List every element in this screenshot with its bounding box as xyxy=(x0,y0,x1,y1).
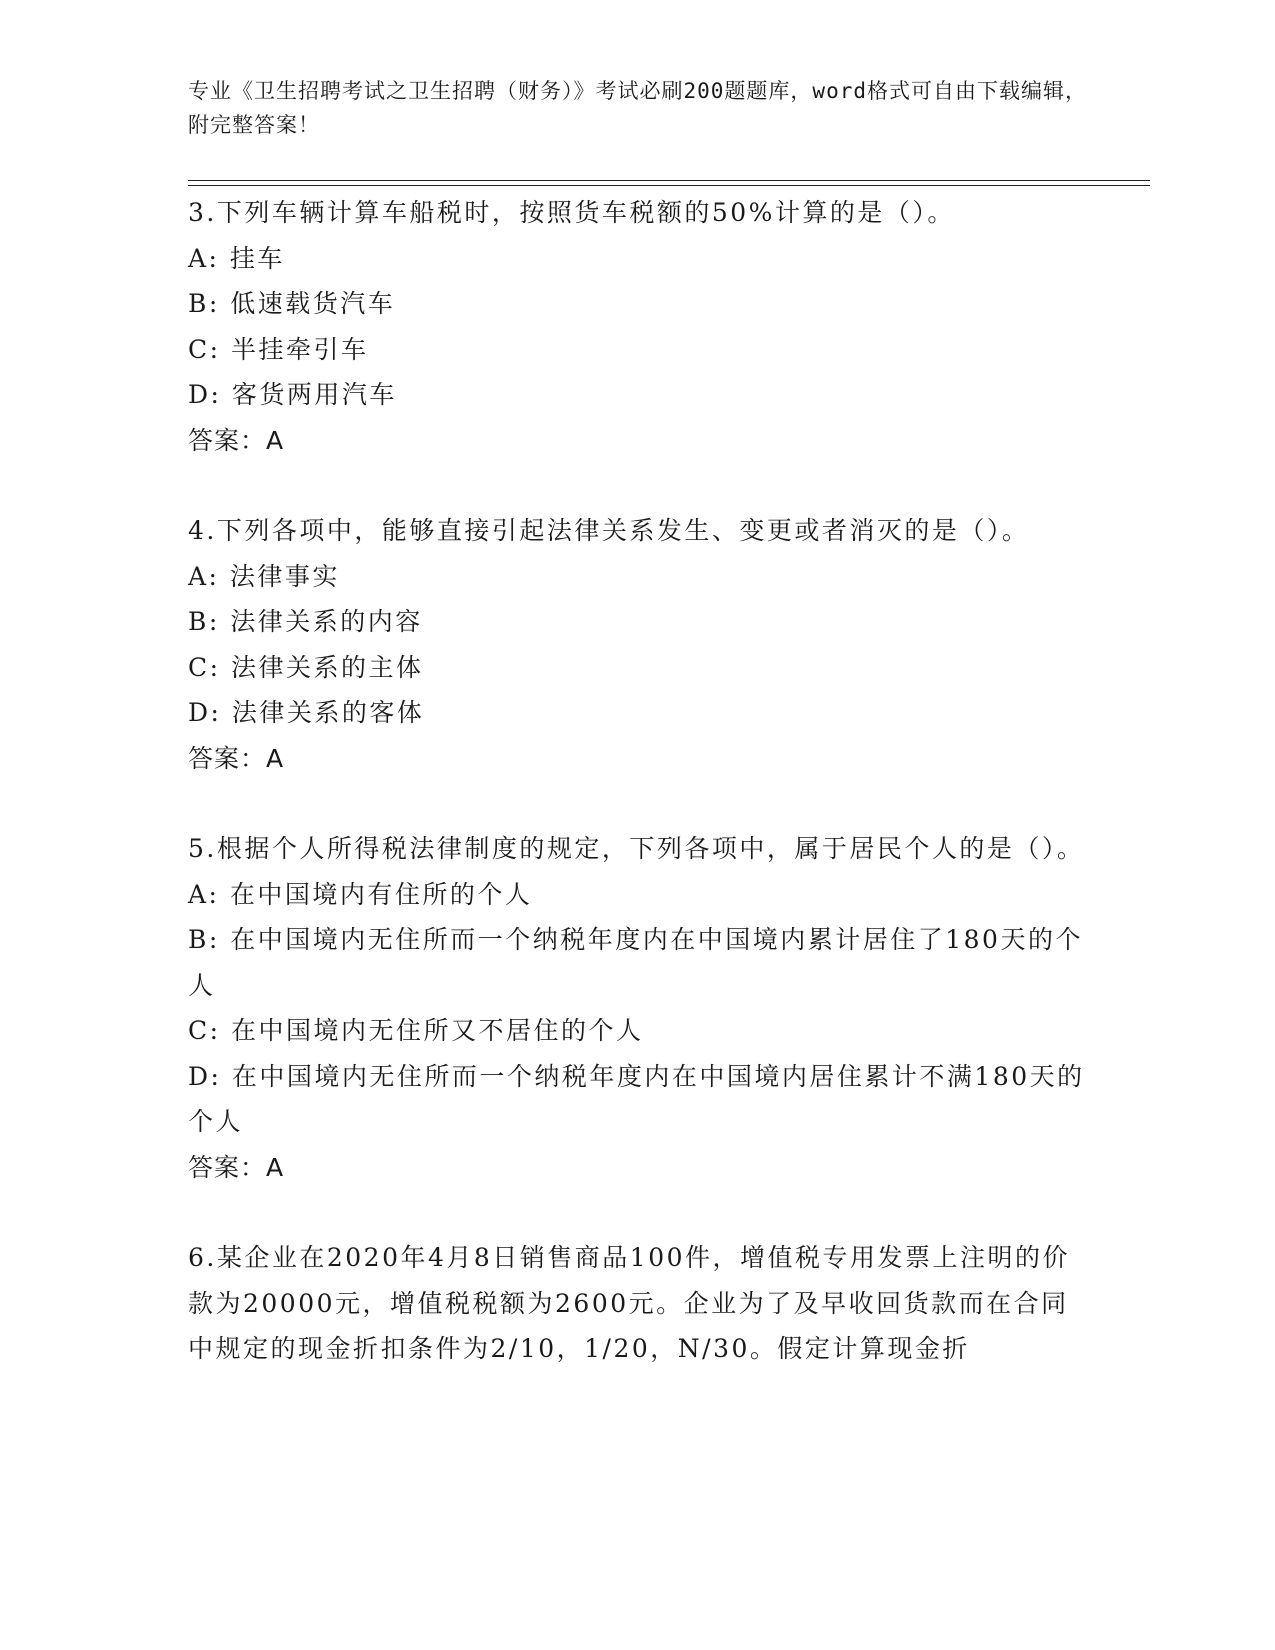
option-b: B: 法律关系的内容 xyxy=(188,607,423,636)
header-divider-bottom xyxy=(188,185,1150,186)
question-stem: 4.下列各项中，能够直接引起法律关系发生、变更或者消灭的是（）。 xyxy=(188,516,1030,545)
option-d: D: 客货两用汽车 xyxy=(188,380,397,409)
answer: 答案：A xyxy=(188,743,285,773)
question-6 xyxy=(188,1235,1088,1372)
option-c: C: 法律关系的主体 xyxy=(188,652,424,682)
option-a: A: 法律事实 xyxy=(188,561,340,591)
option-d: D: 在中国境内无住所而一个纳税年度内在中国境内居住累计不满180天的个人 xyxy=(188,1061,1085,1136)
question-stem: 5.根据个人所得税法律制度的规定，下列各项中，属于居民个人的是（）。 xyxy=(188,834,1085,863)
document-header xyxy=(188,74,1088,142)
option-b: B: 低速载货汽车 xyxy=(188,289,396,318)
question-stem: 6.某企业在2020年4月8日销售商品100件，增值税专用发票上注明的价款为20000元，增值税税额为2600元。企业为了及早收回货款而在合同中规定的现金折扣条件为2/10，1/20，N/30。假定计算现金折 xyxy=(188,1243,1071,1363)
question-4 xyxy=(188,508,1088,781)
option-a: A: 在中国境内有住所的个人 xyxy=(188,879,533,909)
answer: 答案：A xyxy=(188,425,285,455)
option-c: C: 在中国境内无住所又不居住的个人 xyxy=(188,1016,644,1045)
option-d: D: 法律关系的客体 xyxy=(188,698,425,727)
option-c: C: 半挂牵引车 xyxy=(188,334,369,364)
option-a: A: 挂车 xyxy=(188,243,285,273)
option-b: B: 在中国境内无住所而一个纳税年度内在中国境内累计居住了180天的个人 xyxy=(188,925,1083,1000)
answer: 答案：A xyxy=(188,1152,285,1182)
question-stem: 3.下列车辆计算车船税时，按照货车税额的50%计算的是（）。 xyxy=(188,198,955,227)
question-5 xyxy=(188,826,1088,1190)
header-divider-top xyxy=(188,180,1150,181)
header-text: 专业《卫生招聘考试之卫生招聘（财务）》考试必刷200题题库，word格式可自由下载编辑，附完整答案！ xyxy=(188,79,1087,137)
question-list xyxy=(188,190,1088,1417)
question-3 xyxy=(188,190,1088,463)
